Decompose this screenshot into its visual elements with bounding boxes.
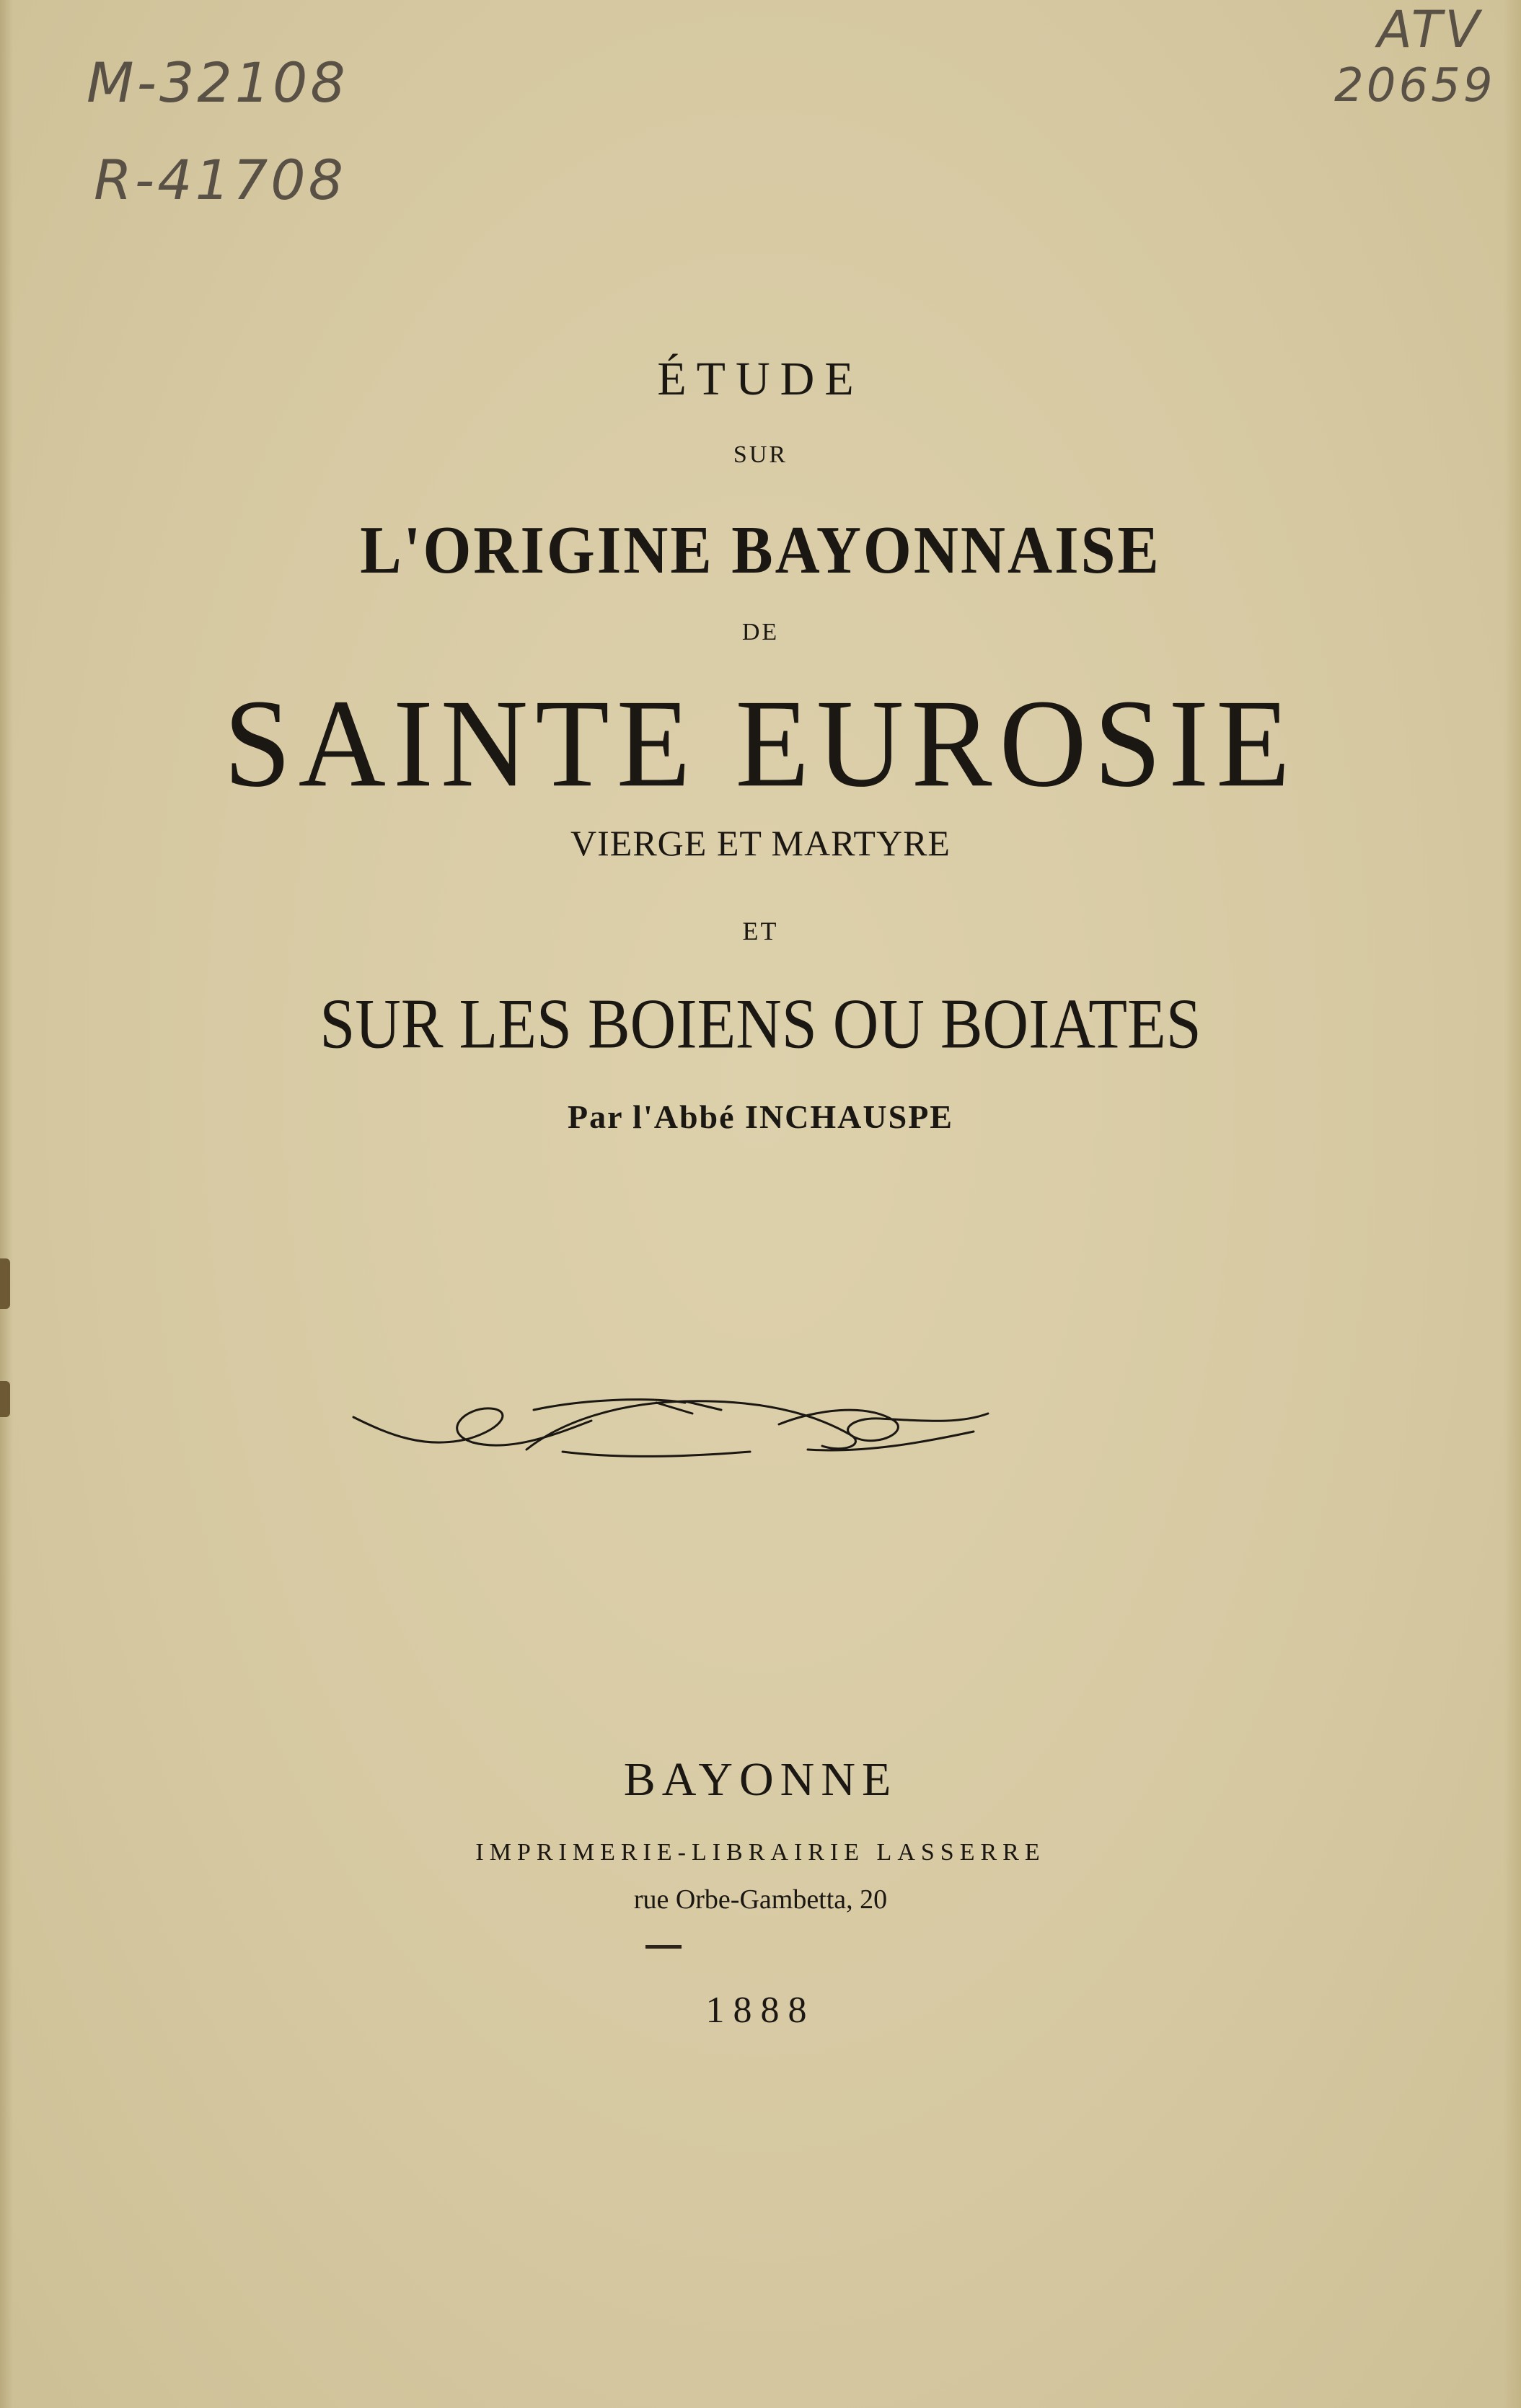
handwritten-inventory-number: 20659: [1334, 59, 1496, 113]
imprint-printer: IMPRIMERIE-LIBRAIRIE LASSERRE: [475, 1839, 1046, 1866]
title-etude: ÉTUDE: [657, 353, 864, 405]
author-line: Par l'Abbé INCHAUSPE: [568, 1098, 953, 1135]
title-second-subject: SUR LES BOIENS OU BOIATES: [319, 985, 1202, 1064]
title-origine: L'ORIGINE BAYONNAISE: [360, 511, 1161, 588]
binding-notch: [0, 1258, 10, 1309]
title-main: SAINTE EUROSIE: [224, 674, 1297, 813]
divider-rule: [645, 1945, 682, 1949]
handwritten-inventory-mark: ATV: [1377, 0, 1483, 59]
flourish-ornament: [346, 1381, 995, 1475]
title-sur: SUR: [733, 441, 788, 468]
imprint-place: BAYONNE: [623, 1753, 898, 1806]
imprint-year: 1888: [705, 1990, 816, 2031]
title-subtitle: VIERGE ET MARTYRE: [570, 823, 951, 863]
imprint-address: rue Orbe-Gambetta, 20: [633, 1884, 888, 1915]
handwritten-shelfmark: M-32108: [87, 50, 348, 115]
binding-notch: [0, 1381, 10, 1417]
title-et: ET: [742, 917, 779, 945]
handwritten-shelfmark: R-41708: [94, 148, 346, 212]
title-de: DE: [741, 619, 780, 645]
